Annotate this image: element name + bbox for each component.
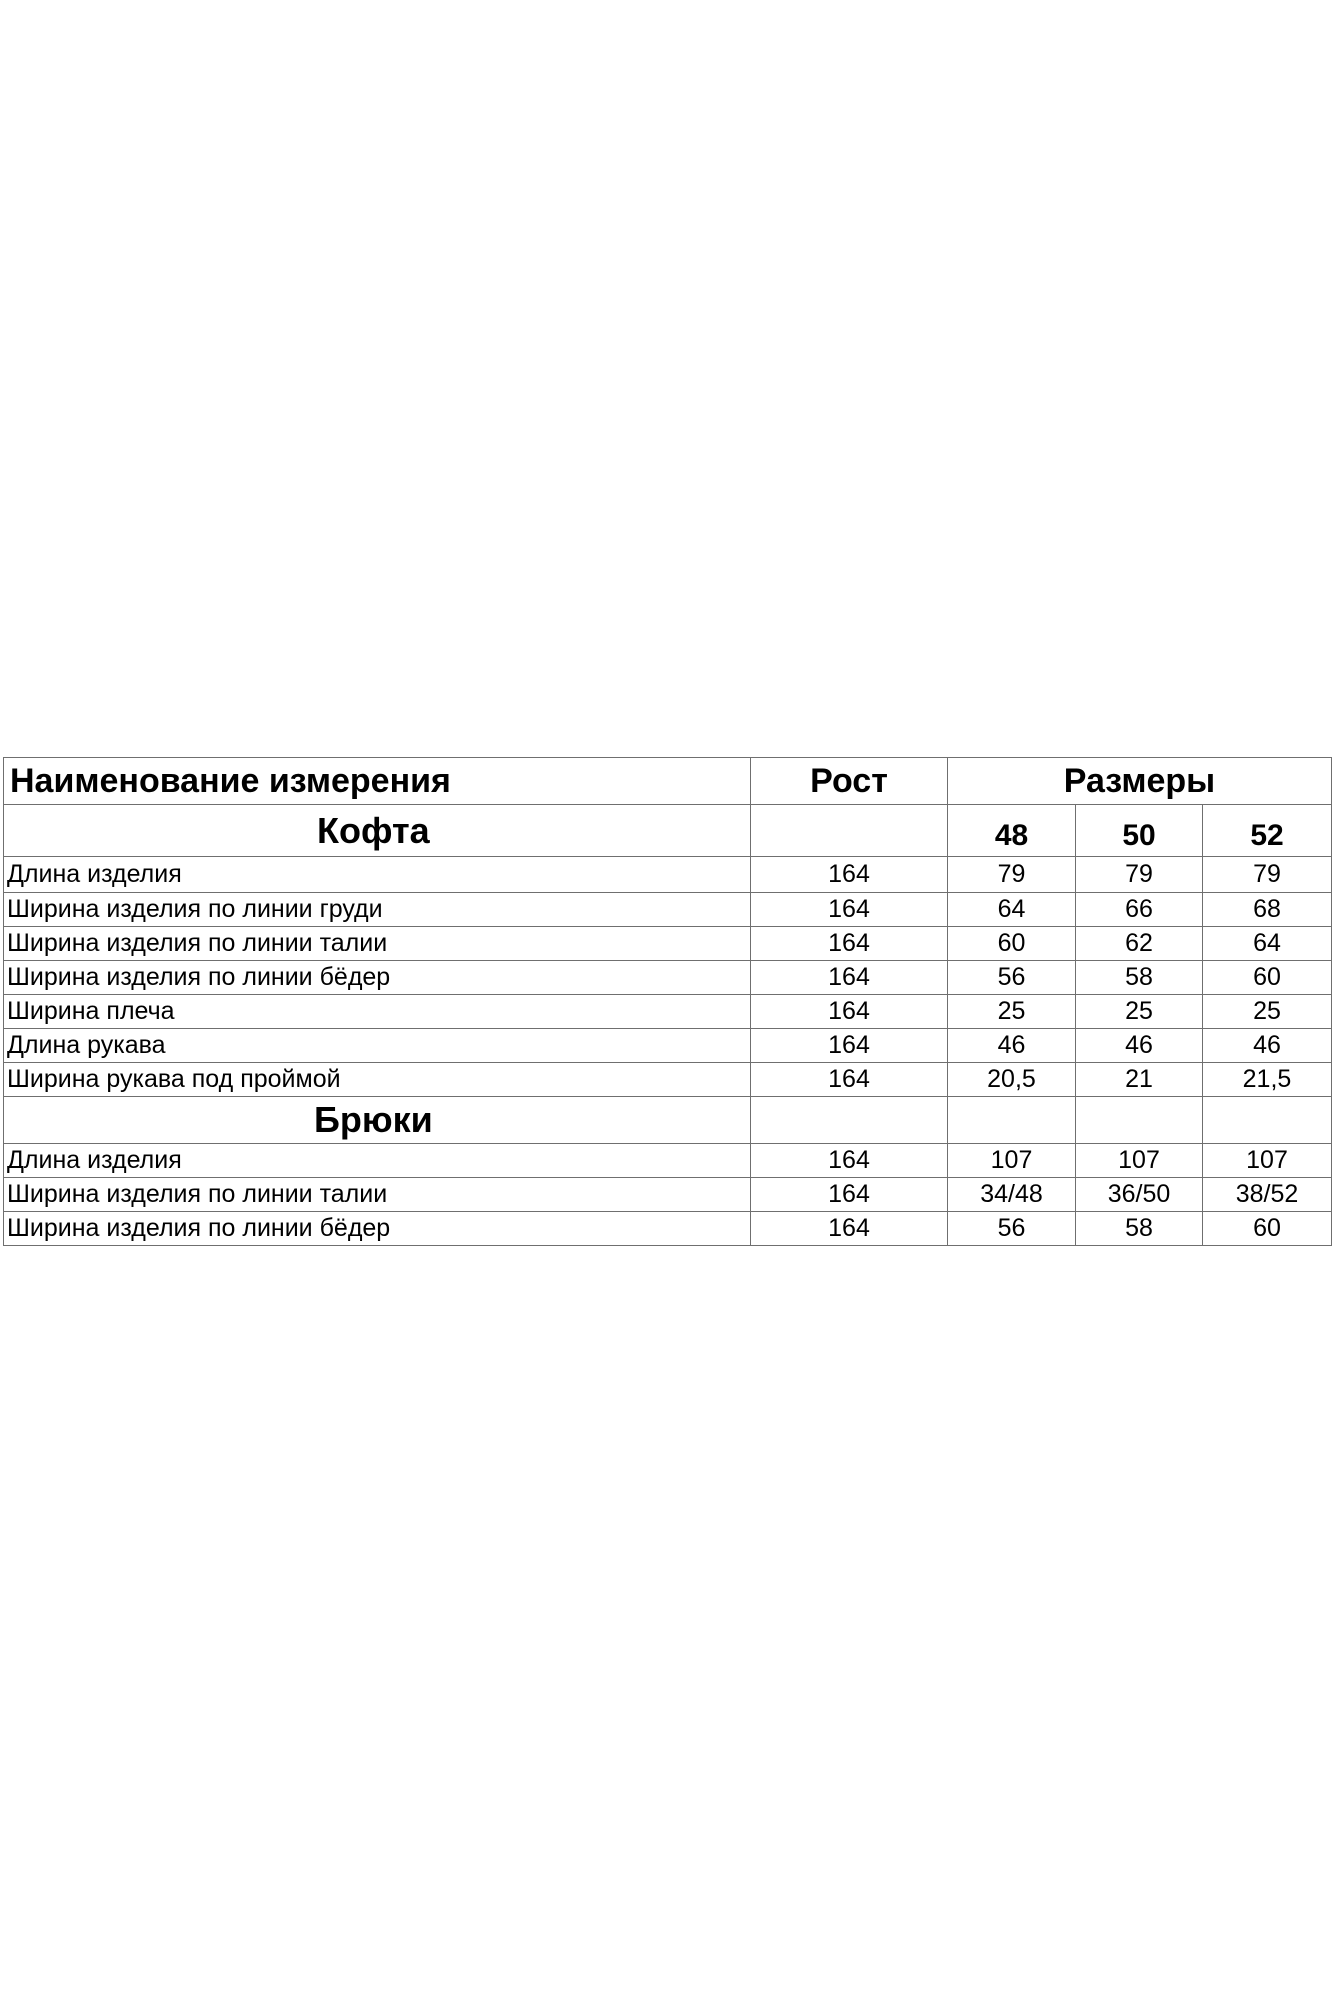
- row-value: 60: [948, 927, 1076, 961]
- table-row: [4, 961, 1332, 995]
- row-value: 68: [1203, 893, 1332, 927]
- table-row: [4, 995, 1332, 1029]
- row-label: Ширина изделия по линии талии: [4, 927, 751, 961]
- row-value: 46: [1076, 1029, 1203, 1063]
- row-label: Ширина плеча: [4, 995, 751, 1029]
- row-rost: 164: [751, 1063, 948, 1097]
- row-label: Длина рукава: [4, 1029, 751, 1063]
- row-label: Длина изделия: [4, 1144, 751, 1178]
- row-value: 38/52: [1203, 1178, 1332, 1212]
- row-value: 25: [1203, 995, 1332, 1029]
- section-title: Кофта: [4, 805, 751, 857]
- row-value: 64: [1203, 927, 1332, 961]
- row-value: 25: [948, 995, 1076, 1029]
- row-rost: 164: [751, 995, 948, 1029]
- table-row: [4, 927, 1332, 961]
- row-value: 60: [1203, 961, 1332, 995]
- empty-cell: [1076, 1097, 1203, 1144]
- row-label: Ширина изделия по линии талии: [4, 1178, 751, 1212]
- table-row: [4, 1178, 1332, 1212]
- row-value: 36/50: [1076, 1178, 1203, 1212]
- row-label: Ширина изделия по линии бёдер: [4, 961, 751, 995]
- row-value: 58: [1076, 961, 1203, 995]
- row-value: 58: [1076, 1212, 1203, 1246]
- row-value: 66: [1076, 893, 1203, 927]
- row-rost: 164: [751, 1029, 948, 1063]
- table-header-row: [4, 758, 1332, 805]
- header-rost: Рост: [751, 758, 948, 805]
- row-value: 25: [1076, 995, 1203, 1029]
- row-value: 107: [948, 1144, 1076, 1178]
- row-label: Ширина изделия по линии бёдер: [4, 1212, 751, 1246]
- row-value: 21,5: [1203, 1063, 1332, 1097]
- row-value: 107: [1076, 1144, 1203, 1178]
- table-row: [4, 1212, 1332, 1246]
- table-row: [4, 1029, 1332, 1063]
- row-value: 34/48: [948, 1178, 1076, 1212]
- row-rost: 164: [751, 857, 948, 893]
- size-chart-table: [3, 757, 1332, 1246]
- row-value: 62: [1076, 927, 1203, 961]
- section-title: Брюки: [4, 1097, 751, 1144]
- header-measurement-name: Наименование измерения: [4, 758, 751, 805]
- row-value: 56: [948, 1212, 1076, 1246]
- row-value: 21: [1076, 1063, 1203, 1097]
- empty-cell: [751, 1097, 948, 1144]
- row-value: 46: [948, 1029, 1076, 1063]
- empty-cell: [1203, 1097, 1332, 1144]
- size-50: 50: [1076, 805, 1203, 857]
- row-rost: 164: [751, 961, 948, 995]
- row-rost: 164: [751, 1212, 948, 1246]
- section-row-bryuki: [4, 1097, 1332, 1144]
- row-value: 46: [1203, 1029, 1332, 1063]
- table-row: [4, 1063, 1332, 1097]
- row-label: Ширина изделия по линии груди: [4, 893, 751, 927]
- table-row: [4, 893, 1332, 927]
- empty-cell: [948, 1097, 1076, 1144]
- row-value: 79: [948, 857, 1076, 893]
- row-label: Ширина рукава под проймой: [4, 1063, 751, 1097]
- size-48: 48: [948, 805, 1076, 857]
- empty-cell: [751, 805, 948, 857]
- row-label: Длина изделия: [4, 857, 751, 893]
- size-52: 52: [1203, 805, 1332, 857]
- row-value: 64: [948, 893, 1076, 927]
- row-value: 79: [1076, 857, 1203, 893]
- row-rost: 164: [751, 893, 948, 927]
- row-rost: 164: [751, 927, 948, 961]
- section-row-kofta: [4, 805, 1332, 857]
- row-value: 56: [948, 961, 1076, 995]
- row-value: 79: [1203, 857, 1332, 893]
- row-value: 20,5: [948, 1063, 1076, 1097]
- row-rost: 164: [751, 1178, 948, 1212]
- row-value: 60: [1203, 1212, 1332, 1246]
- table-row: [4, 1144, 1332, 1178]
- row-rost: 164: [751, 1144, 948, 1178]
- table-row: [4, 857, 1332, 893]
- row-value: 107: [1203, 1144, 1332, 1178]
- header-sizes: Размеры: [948, 758, 1332, 805]
